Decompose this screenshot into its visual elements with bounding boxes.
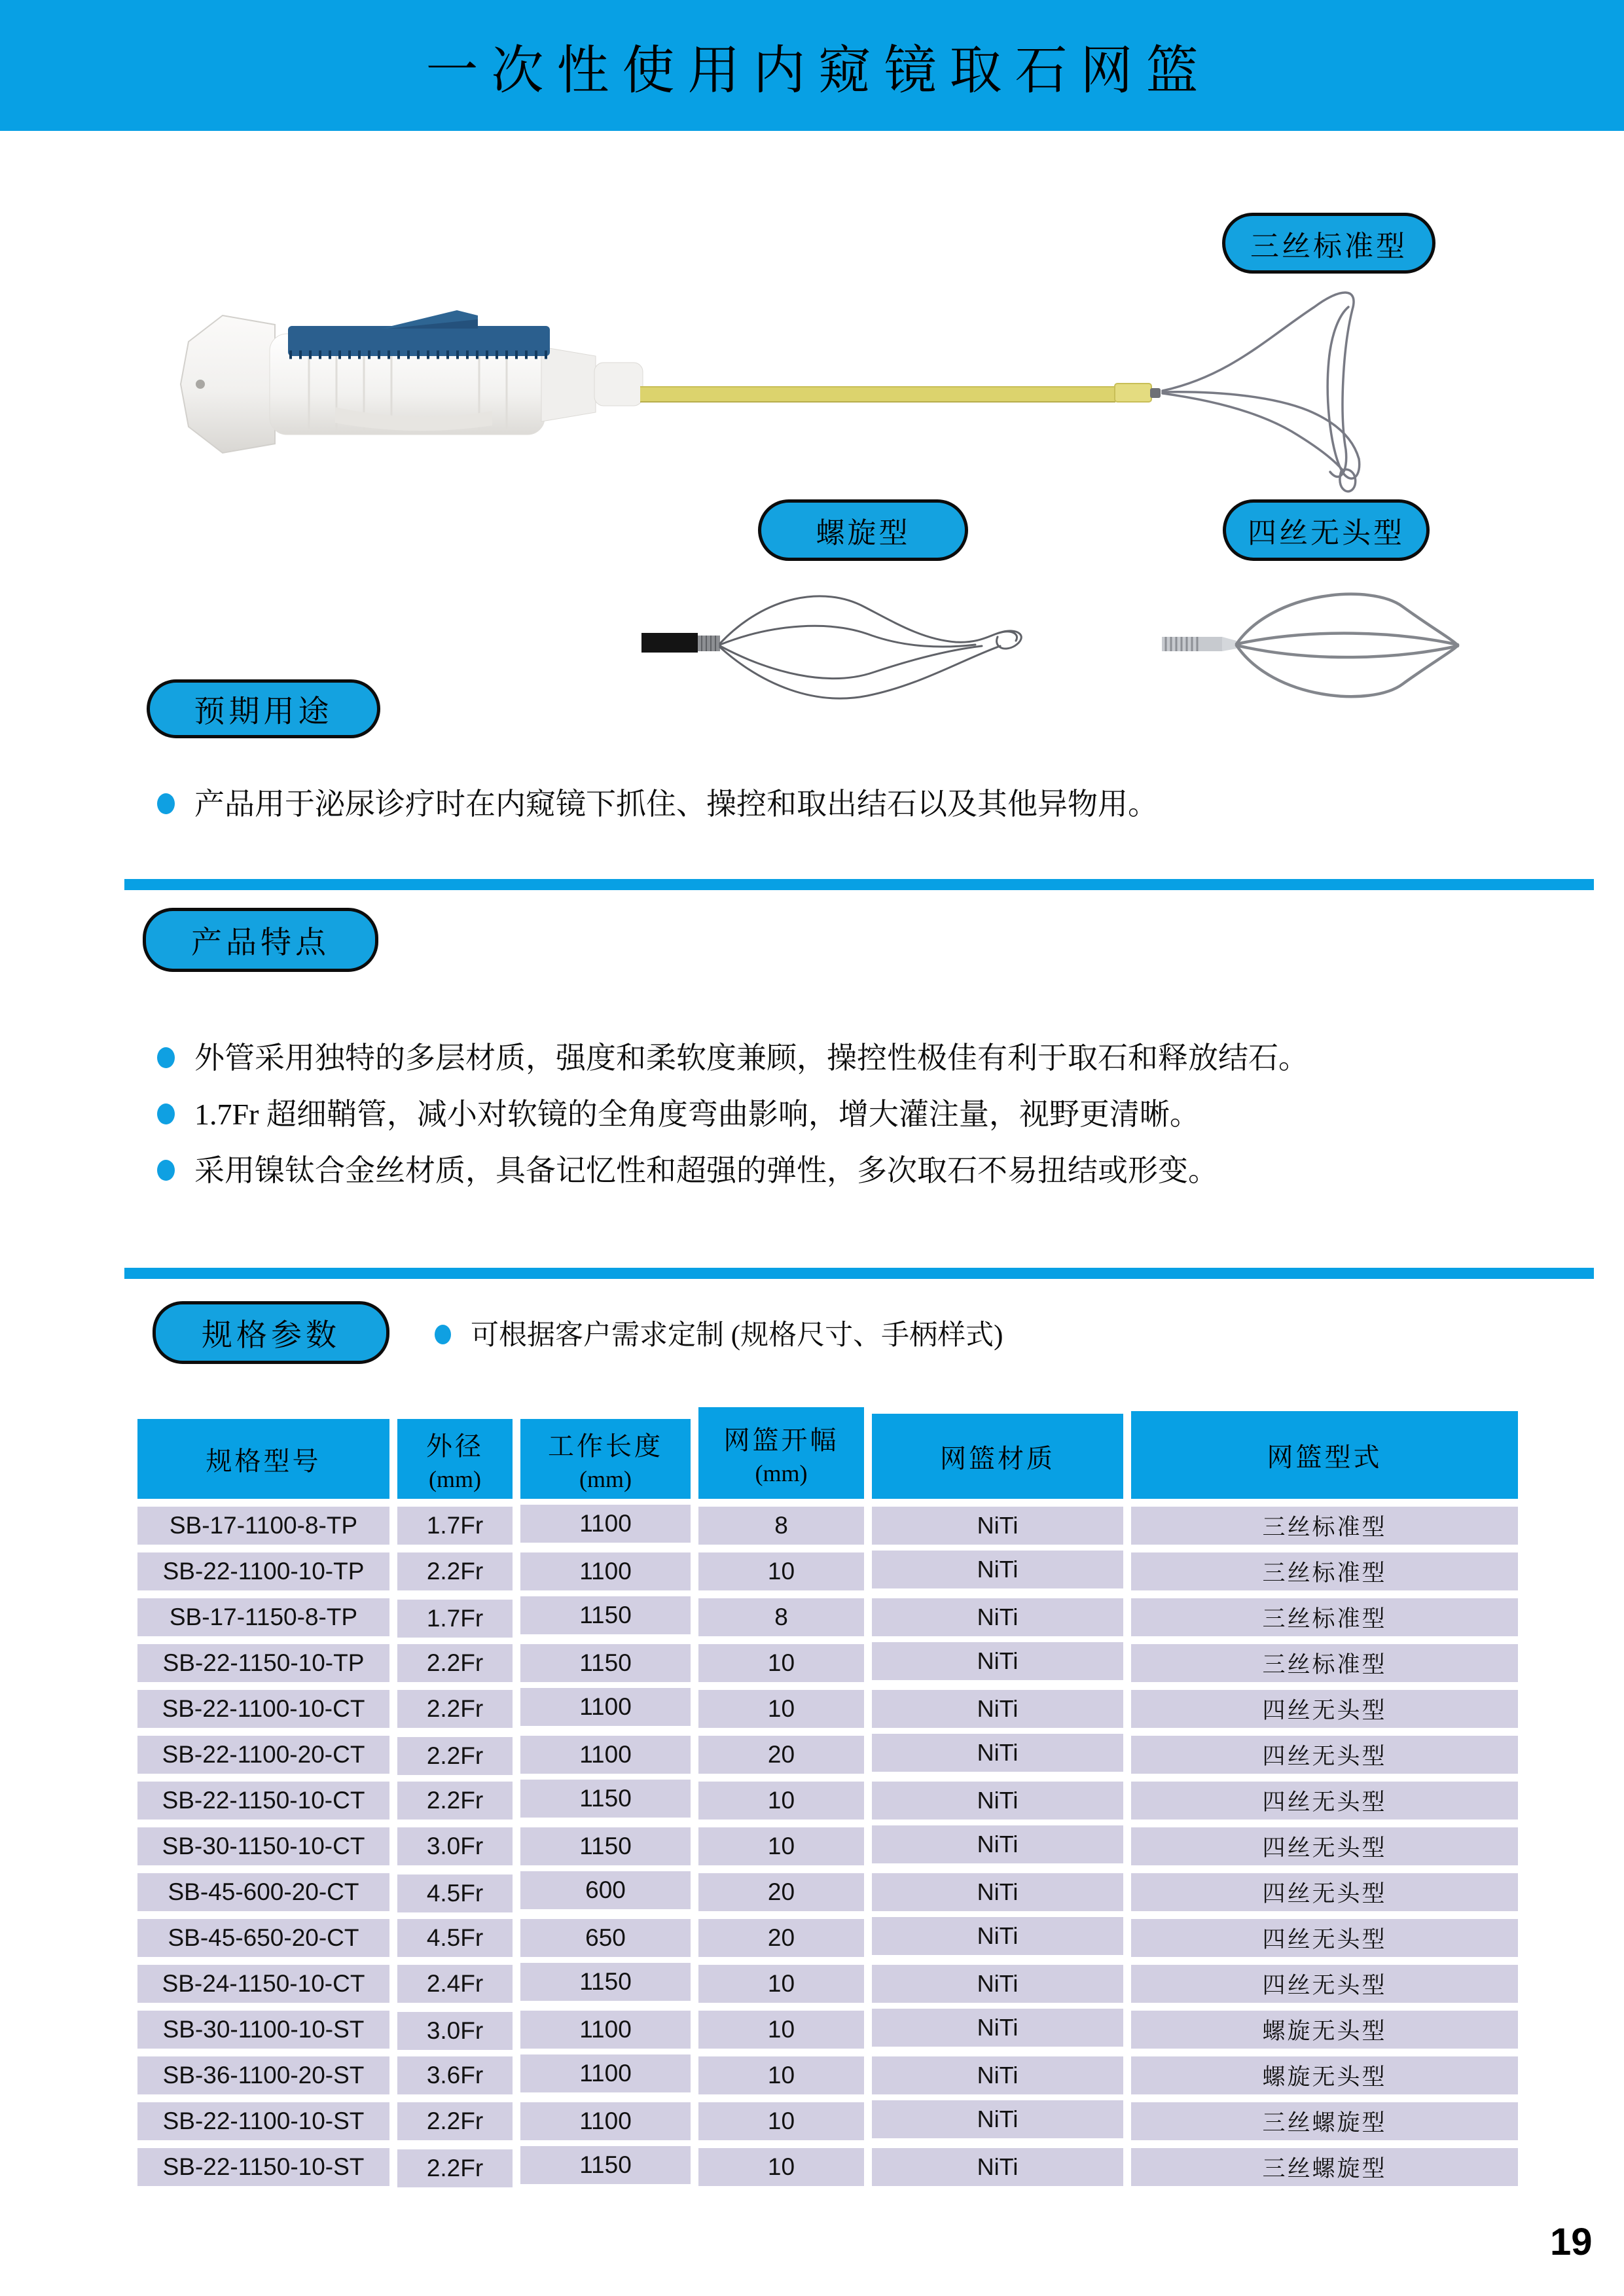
table-cell: 10 bbox=[698, 1782, 864, 1820]
section-badge-features bbox=[143, 908, 378, 972]
device-handle-illustration bbox=[171, 309, 659, 459]
feature-bullet bbox=[157, 1094, 1200, 1135]
table-cell: 8 bbox=[698, 1507, 864, 1545]
badge-text: 预期用途 bbox=[194, 694, 333, 729]
table-cell: 2.2Fr bbox=[397, 2102, 513, 2140]
table-row bbox=[137, 2102, 1519, 2140]
table-cell: 三丝螺旋型 bbox=[1131, 2148, 1518, 2186]
table-header-row bbox=[137, 1407, 1519, 1499]
table-cell: SB-45-600-20-CT bbox=[137, 1873, 389, 1911]
table-row bbox=[137, 1507, 1519, 1545]
table-cell: 1150 bbox=[520, 1596, 691, 1634]
table-cell: 8 bbox=[698, 1598, 864, 1636]
table-cell: SB-22-1150-10-ST bbox=[137, 2148, 389, 2186]
table-cell: 2.2Fr bbox=[397, 1644, 513, 1682]
table-row bbox=[137, 1598, 1519, 1636]
table-cell: NiTi bbox=[872, 1734, 1123, 1772]
product-type-label-spiral bbox=[758, 499, 968, 561]
table-cell: NiTi bbox=[872, 1782, 1123, 1820]
table-cell: 10 bbox=[698, 1644, 864, 1682]
table-cell: 2.2Fr bbox=[397, 1690, 513, 1728]
table-cell: 4.5Fr bbox=[397, 1874, 513, 1912]
bullet-icon bbox=[157, 1047, 175, 1068]
table-row bbox=[137, 1965, 1519, 2003]
bullet-text: 产品用于泌尿诊疗时在内窥镜下抓住、操控和取出结石以及其他异物用。 bbox=[194, 787, 1158, 821]
table-cell: 四丝无头型 bbox=[1131, 1782, 1518, 1820]
table-cell: 10 bbox=[698, 2056, 864, 2094]
shaft-collar bbox=[1114, 383, 1152, 403]
table-cell: SB-22-1100-10-ST bbox=[137, 2102, 389, 2140]
table-cell: NiTi bbox=[872, 2009, 1123, 2047]
section-divider bbox=[124, 1268, 1594, 1279]
bullet-icon bbox=[435, 1325, 451, 1344]
table-cell: 1100 bbox=[520, 2011, 691, 2049]
table-row bbox=[137, 1827, 1519, 1865]
table-cell: 4.5Fr bbox=[397, 1919, 513, 1957]
table-cell: NiTi bbox=[872, 1825, 1123, 1863]
table-cell: 1100 bbox=[520, 2054, 691, 2092]
page-title: 一次性使用内窥镜取石网篮 bbox=[425, 42, 1212, 100]
table-cell: 四丝无头型 bbox=[1131, 1736, 1518, 1774]
column-header-basket-opening: 网篮开幅 (mm) bbox=[698, 1407, 864, 1499]
table-cell: 1150 bbox=[520, 1827, 691, 1865]
table-cell: 10 bbox=[698, 1827, 864, 1865]
table-row bbox=[137, 1552, 1519, 1590]
specs-note-bullet bbox=[435, 1316, 1003, 1356]
table-cell: 3.0Fr bbox=[397, 2012, 513, 2050]
table-cell: SB-22-1100-10-TP bbox=[137, 1552, 389, 1590]
table-cell: SB-24-1150-10-CT bbox=[137, 1965, 389, 2003]
table-cell: 1150 bbox=[520, 1963, 691, 2001]
column-header-outer-diameter: 外径 (mm) bbox=[397, 1419, 513, 1499]
badge-text: 规格参数 bbox=[202, 1318, 340, 1353]
table-cell: 1100 bbox=[520, 1552, 691, 1590]
table-row bbox=[137, 2056, 1519, 2094]
table-cell: 10 bbox=[698, 2148, 864, 2186]
table-cell: 1150 bbox=[520, 1644, 691, 1682]
table-cell: 3.0Fr bbox=[397, 1827, 513, 1865]
table-cell: 1150 bbox=[520, 2146, 691, 2184]
table-cell: 1150 bbox=[520, 1780, 691, 1818]
column-header-basket-type: 网篮型式 bbox=[1131, 1411, 1518, 1499]
table-cell: 3.6Fr bbox=[397, 2056, 513, 2094]
intended-use-bullet bbox=[157, 784, 1158, 825]
table-cell: 1.7Fr bbox=[397, 1507, 513, 1545]
table-cell: NiTi bbox=[872, 1642, 1123, 1680]
table-cell: NiTi bbox=[872, 1873, 1123, 1911]
three-wire-basket-illustration bbox=[1157, 278, 1419, 507]
table-cell: 三丝标准型 bbox=[1131, 1598, 1518, 1636]
table-cell: 三丝标准型 bbox=[1131, 1644, 1518, 1682]
table-cell: SB-17-1150-8-TP bbox=[137, 1598, 389, 1636]
section-divider bbox=[124, 879, 1594, 890]
table-cell: 20 bbox=[698, 1873, 864, 1911]
section-badge-intended-use bbox=[147, 679, 380, 738]
table-cell: NiTi bbox=[872, 2100, 1123, 2138]
table-cell: 1100 bbox=[520, 1688, 691, 1726]
product-type-label-four-wire bbox=[1223, 499, 1430, 561]
table-cell: NiTi bbox=[872, 1507, 1123, 1545]
column-header-working-length: 工作长度 (mm) bbox=[520, 1419, 691, 1499]
badge-text: 产品特点 bbox=[191, 925, 330, 960]
table-cell: 600 bbox=[520, 1871, 691, 1909]
table-cell: 三丝标准型 bbox=[1131, 1507, 1518, 1545]
table-cell: 20 bbox=[698, 1736, 864, 1774]
cap-hole bbox=[196, 380, 205, 389]
table-cell: 三丝螺旋型 bbox=[1131, 2102, 1518, 2140]
bullet-icon bbox=[157, 1160, 175, 1181]
table-cell: SB-22-1150-10-CT bbox=[137, 1782, 389, 1820]
four-wire-basket-illustration bbox=[1162, 573, 1489, 713]
label-text: 四丝无头型 bbox=[1248, 517, 1405, 549]
table-cell: SB-17-1100-8-TP bbox=[137, 1507, 389, 1545]
table-cell: SB-22-1100-20-CT bbox=[137, 1736, 389, 1774]
table-row bbox=[137, 2148, 1519, 2186]
table-cell: NiTi bbox=[872, 2148, 1123, 2186]
table-cell: 螺旋无头型 bbox=[1131, 2056, 1518, 2094]
table-cell: SB-30-1100-10-ST bbox=[137, 2011, 389, 2049]
table-row bbox=[137, 1736, 1519, 1774]
table-cell: SB-45-650-20-CT bbox=[137, 1919, 389, 1957]
table-cell: 四丝无头型 bbox=[1131, 1919, 1518, 1957]
table-cell: SB-36-1100-20-ST bbox=[137, 2056, 389, 2094]
bullet-text: 可根据客户需求定制 (规格尺寸、手柄样式) bbox=[471, 1320, 1003, 1351]
table-cell: 2.2Fr bbox=[397, 2149, 513, 2187]
device-shaft bbox=[640, 386, 1115, 403]
handle-nose bbox=[541, 347, 596, 422]
table-cell: 20 bbox=[698, 1919, 864, 1957]
table-cell: 10 bbox=[698, 1552, 864, 1590]
bullet-text: 采用镍钛合金丝材质，具备记忆性和超强的弹性，多次取石不易扭结或形变。 bbox=[194, 1154, 1218, 1187]
table-cell: NiTi bbox=[872, 1551, 1123, 1588]
table-cell: NiTi bbox=[872, 2056, 1123, 2094]
column-header-basket-material: 网篮材质 bbox=[872, 1414, 1123, 1499]
table-cell: 1.7Fr bbox=[397, 1600, 513, 1638]
section-badge-specs bbox=[153, 1301, 389, 1364]
table-cell: 2.4Fr bbox=[397, 1965, 513, 2003]
handle-hex-cap bbox=[181, 315, 275, 453]
feature-bullet bbox=[157, 1038, 1308, 1079]
table-cell: NiTi bbox=[872, 1965, 1123, 2003]
table-cell: 2.2Fr bbox=[397, 1737, 513, 1775]
table-row bbox=[137, 1644, 1519, 1682]
table-cell: NiTi bbox=[872, 1598, 1123, 1636]
table-cell: 1100 bbox=[520, 1505, 691, 1543]
table-cell: 2.2Fr bbox=[397, 1552, 513, 1590]
table-row bbox=[137, 1873, 1519, 1911]
table-cell: 三丝标准型 bbox=[1131, 1552, 1518, 1590]
table-cell: 10 bbox=[698, 2102, 864, 2140]
table-body bbox=[137, 1507, 1519, 2186]
bullet-icon bbox=[157, 1103, 175, 1124]
table-cell: 1100 bbox=[520, 2102, 691, 2140]
spiral-shaft bbox=[641, 633, 698, 653]
table-cell: SB-30-1150-10-CT bbox=[137, 1827, 389, 1865]
product-type-label-three-wire bbox=[1222, 213, 1435, 274]
bullet-icon bbox=[157, 793, 175, 814]
column-header-model: 规格型号 bbox=[137, 1419, 389, 1499]
bullet-text: 外管采用独特的多层材质，强度和柔软度兼顾，操控性极佳有利于取石和释放结石。 bbox=[194, 1041, 1308, 1075]
page-number: 19 bbox=[1550, 2221, 1593, 2263]
table-cell: 螺旋无头型 bbox=[1131, 2011, 1518, 2049]
table-cell: 四丝无头型 bbox=[1131, 1690, 1518, 1728]
handle-tip bbox=[594, 363, 643, 406]
table-cell: 10 bbox=[698, 1965, 864, 2003]
table-cell: SB-22-1100-10-CT bbox=[137, 1690, 389, 1728]
table-cell: 四丝无头型 bbox=[1131, 1965, 1518, 2003]
specs-table bbox=[137, 1407, 1519, 2194]
table-cell: 10 bbox=[698, 2011, 864, 2049]
table-row bbox=[137, 1690, 1519, 1728]
header-banner bbox=[0, 0, 1624, 131]
table-cell: 四丝无头型 bbox=[1131, 1827, 1518, 1865]
table-cell: 2.2Fr bbox=[397, 1782, 513, 1820]
table-row bbox=[137, 1919, 1519, 1957]
label-text: 三丝标准型 bbox=[1250, 230, 1407, 262]
bullet-text: 1.7Fr 超细鞘管，减小对软镜的全角度弯曲影响，增大灌注量，视野更清晰。 bbox=[194, 1098, 1200, 1131]
table-cell: 650 bbox=[520, 1919, 691, 1957]
feature-bullet bbox=[157, 1151, 1218, 1191]
label-text: 螺旋型 bbox=[816, 517, 911, 549]
table-row bbox=[137, 2011, 1519, 2049]
table-cell: 1100 bbox=[520, 1736, 691, 1774]
table-cell: NiTi bbox=[872, 1917, 1123, 1955]
table-cell: 四丝无头型 bbox=[1131, 1873, 1518, 1911]
table-cell: 10 bbox=[698, 1690, 864, 1728]
table-cell: SB-22-1150-10-TP bbox=[137, 1644, 389, 1682]
spiral-basket-illustration bbox=[641, 573, 1041, 713]
table-cell: NiTi bbox=[872, 1690, 1123, 1728]
table-row bbox=[137, 1782, 1519, 1820]
